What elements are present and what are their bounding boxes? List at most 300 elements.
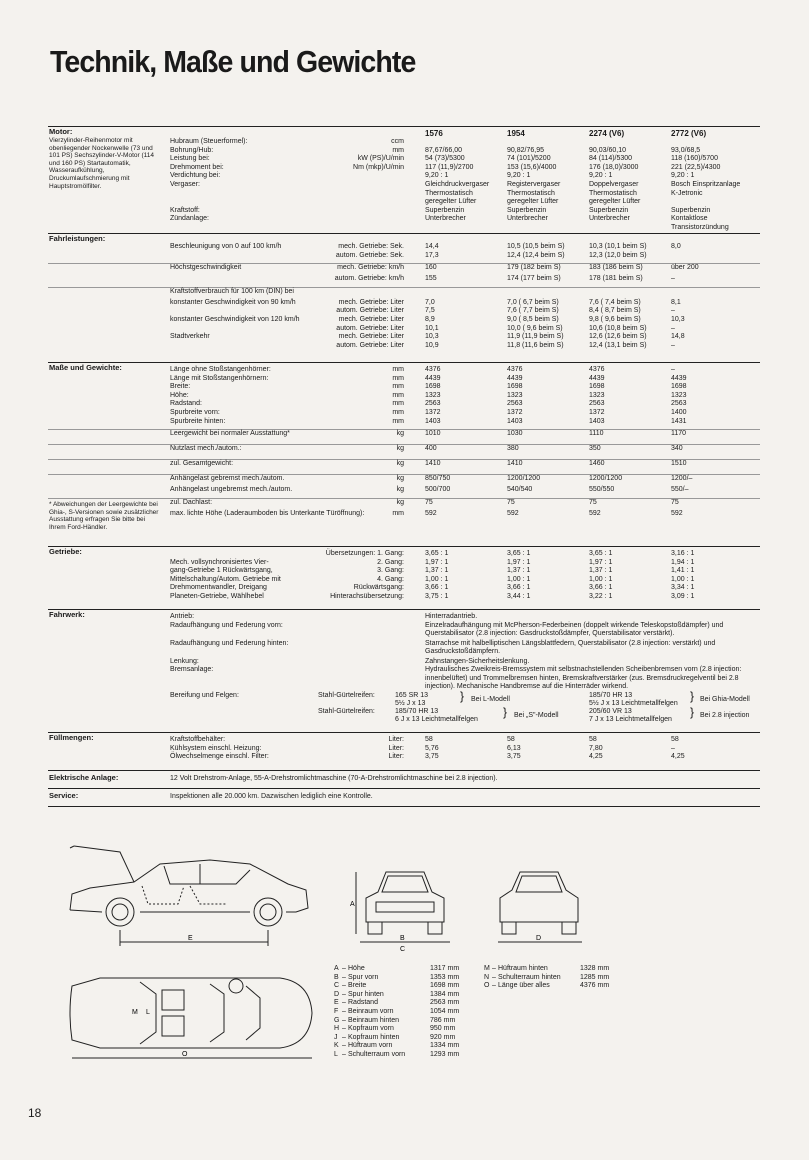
cell-value: 400 [425,445,437,453]
cell-value: 1200/1200 [589,475,623,483]
row-label: Kraftstoff: [170,206,200,214]
section-getriebe [48,546,760,609]
masse-rows [48,363,760,518]
fuellmengen-heading: Füllmengen: [49,733,94,742]
table-row [48,243,760,252]
cell-value: 75 [589,498,597,506]
legend-dash: – [492,982,496,990]
cell-value: 1170 [671,430,687,438]
cell-value: Gleichdruckvergaser [425,180,490,188]
legend-row [334,1034,474,1043]
legend-dash: – [342,1050,346,1058]
row-label: Zündanlage: [170,215,209,223]
row-label: konstanter Geschwindigkeit von 120 km/h [170,315,300,323]
legend-desc: Schulterraum hinten [498,973,561,981]
legend-desc: Breite [348,982,367,990]
row-label: Drehmomentwandler, Dreigang [170,584,267,592]
cell-value: 4439 [589,374,605,382]
legend-value: 1698 mm [430,982,460,990]
legend-desc: Beinraum vorn [348,1007,394,1015]
cell-value: 1323 [425,391,441,399]
brace: } [690,689,695,704]
row-label: Bohrung/Hub: [170,146,214,154]
cell-value: 3,66 : 1 [589,584,613,592]
legend-key: O [484,982,490,990]
table-row [48,745,760,754]
motor-description: Vierzylinder-Reihenmotor mit obenliegender Nockenwelle (73 und 101 PS) Sechszylinder-V-Motor (114 und 160 PS) Startautomatik, Wasseraufkühlung, Druckumlaufschmierung mit Hauptstromölfilter. [49,137,155,190]
cell-value: 178 (181 beim S) [589,275,643,283]
cell-value: 2563 [425,400,441,408]
table-row [48,409,760,418]
cell-value: 1200/1200 [507,475,541,483]
cell-value: 1410 [425,460,441,468]
lenkung-value: Zahnstangen-Sicherheitslenkung. [425,657,530,665]
row-label: Hubraum (Steuerformel): [170,138,248,145]
cell-value: Kontaktlose [671,215,708,223]
row-label: Höchstgeschwindigkeit [170,264,242,272]
cell-value: 1110 [589,430,604,438]
cell-value: 12,6 (12,6 beim S) [589,333,647,341]
antrieb-value: Hinterradantrieb. [425,613,478,620]
table-row [48,307,760,316]
table-row [48,287,760,299]
legend-key: A [334,965,339,972]
cell-value: 3,66 : 1 [425,584,449,592]
table-row [48,459,760,471]
legend-key: E [334,999,339,1007]
legend-value: 4376 mm [580,982,610,990]
fahrleistungen-heading: Fahrleistungen: [49,234,106,243]
section-fuellmengen [48,732,760,770]
table-row [48,224,760,233]
table-row [48,215,760,224]
legend-desc: Spur vorn [348,973,379,981]
cell-value: 12,4 (12,4 beim S) [507,251,565,259]
dim-letter-c: C [400,946,406,952]
row-label: Kraftstoffbehälter: [170,736,226,743]
col-header-2772: 2772 (V6) [671,129,707,138]
cell-value: 3,65 : 1 [507,550,531,557]
cell-value: 4376 [425,366,441,373]
cell-value: Unterbrecher [507,215,548,223]
legend-desc: Kopfraum hinten [348,1033,400,1041]
car-rear-view [490,862,590,952]
cell-value: 350 [589,445,601,453]
cell-value: 1372 [507,408,523,416]
reifen-3b: 6 J x 13 Leichtmetallfelgen [395,716,478,724]
cell-value: 1698 [671,383,687,391]
row-unit: mm [392,374,404,382]
cell-value: Thermostatisch [425,189,473,197]
legend-dash: – [342,982,346,990]
row-label: Stadtverkehr [170,333,210,341]
cell-value: 1323 [671,391,687,399]
row-unit: Liter: [388,753,404,761]
row-label: max. lichte Höhe (Laderaumboden bis Unterkante Türöffnung): [170,509,365,517]
legend-row [334,1042,474,1051]
reifen-block [48,689,760,728]
row-unit: mm [392,383,404,391]
legend-key: G [334,1016,340,1024]
legend-key: K [334,1042,339,1050]
legend-value: 1293 mm [430,1050,460,1058]
table-row [48,207,760,216]
lenkung-label: Lenkung: [170,657,199,665]
motor-heading: Motor: [49,127,73,136]
table-row [48,147,760,156]
cell-value: – [671,324,675,332]
cell-value: geregelter Lüfter [507,198,559,206]
reifen-2c: Bei Ghia-Modell [700,696,750,704]
section-masse [48,362,760,546]
cell-value: 592 [425,509,437,517]
stahl-label-2: Stahl-Gürtelreifen: [318,708,375,716]
legend-desc: Höhe [348,965,365,972]
row-unit: kg [396,498,404,506]
legend-key: H [334,1025,340,1033]
cell-value: 118 (160)/5700 [671,155,718,163]
brems-value: Hydraulisches Zweikreis-Bremssystem mit selbstnachstellenden Scheibenbremsen vorn (2.8 injection: innenbelüftet) und Trommelbremsen hinten, Bremskraftverstärker (zus. Bremsdruckregelventil bei 2.8 injection). Mechanische Handbremse auf die Hinterräder wirkend. [425,666,742,691]
table-row [48,138,760,147]
reifen-2b: 5½ J x 13 Leichtmetallfelgen [589,700,678,708]
cell-value: 9,20 : 1 [507,172,531,180]
cell-value: 1,37 : 1 [507,567,531,575]
cell-value: 592 [671,509,683,517]
row-label: gang-Getriebe 1 Rückwärtsgang, [170,567,273,575]
brace: } [503,705,508,720]
row-unit: 2. Gang: [377,558,404,566]
cell-value: 179 (182 beim S) [507,264,561,272]
fahrwerk-heading: Fahrwerk: [49,610,85,619]
row-label: Ölwechselmenge einschl. Filter: [170,753,269,761]
cell-value: 592 [507,509,519,517]
cell-value: 3,65 : 1 [589,550,613,557]
table-row [48,263,760,275]
cell-value: 1372 [589,408,605,416]
cell-value: 1372 [425,408,441,416]
legend-value: 1334 mm [430,1042,460,1050]
cell-value: 176 (18,0)/3000 [589,163,639,171]
legend-dash: – [342,1025,346,1033]
section-fahrwerk [48,609,760,732]
cell-value: – [671,366,675,373]
cell-value: 155 [425,275,437,283]
dim-letter-n: M [132,1009,138,1016]
table-row [48,363,760,375]
row-unit: kW (PS)/U/min [357,155,404,163]
reifen-label: Bereifung und Felgen: [170,692,239,700]
masse-note: * Abweichungen der Leergewichte bei Ghia-, S-Versionen sowie zusätzlicher Ausstattung erfragen Sie bitte bei Ihrem Ford-Händler. [49,501,159,531]
reifen-3c: Bei „S"-Modell [514,712,559,720]
table-row [48,498,760,510]
cell-value: 1200/– [671,475,693,483]
cell-value: 17,3 [425,251,439,259]
cell-value: 9,8 ( 9,6 beim S) [589,315,641,323]
cell-value: Registervergaser [507,180,561,188]
cell-value: – [671,744,675,752]
cell-value: 9,20 : 1 [671,172,695,180]
row-label: Höhe: [170,391,189,399]
cell-value: 58 [507,736,515,743]
cell-value: Superbenzin [507,206,547,214]
cell-value: 1,00 : 1 [671,575,695,583]
cell-value: 14,4 [425,243,439,250]
legend-row [334,982,474,991]
cell-value: 1,00 : 1 [507,575,531,583]
dim-letter-b: B [400,935,405,942]
table-row [48,190,760,199]
legend-row [334,991,474,1000]
table-row [48,753,760,762]
legend-key: C [334,982,340,990]
row-unit: mech. Getriebe: Sek. [338,243,404,250]
legend-value: 1317 mm [430,965,460,972]
legend-value: 786 mm [430,1016,456,1024]
cell-value: 1323 [589,391,605,399]
row-label: Vergaser: [170,180,200,188]
cell-value: 3,22 : 1 [589,592,613,600]
reifen-1b: 5½ J x 13 [395,700,426,708]
cell-value: 74 (101)/5200 [507,155,551,163]
row-label: Breite: [170,383,191,391]
cell-value: 90,82/76,95 [507,146,544,154]
cell-value: Bosch Einspritzanlage [671,180,741,188]
row-label: Nutzlast mech./autom.: [170,445,242,453]
table-row [48,733,760,745]
cell-value: 1323 [507,391,523,399]
cell-value: 4,25 [671,753,685,761]
cell-value: 340 [671,445,683,453]
dim-letter-d: D [536,935,542,942]
hinten-label: Radaufhängung und Federung hinten: [170,639,289,647]
legend-value: 1054 mm [430,1007,460,1015]
table-row [48,275,760,284]
cell-value: geregelter Lüfter [589,198,641,206]
table-row [48,172,760,181]
legend-desc: Radstand [348,999,378,1007]
cell-value: Superbenzin [589,206,629,214]
cell-value: 3,34 : 1 [671,584,695,592]
brace: } [460,689,465,704]
motor-rows [48,127,760,233]
reifen-4a: 205/60 VR 13 [589,708,632,716]
cell-value: 4,25 [589,753,603,761]
cell-value: 7,6 ( 7,4 beim S) [589,298,641,306]
section-fahrleistungen [48,233,760,362]
row-unit: kg [396,445,404,453]
cell-value: 1010 [425,430,441,438]
cell-value: 10,9 [425,341,439,349]
row-unit: Hinterachsübersetzung: [330,592,404,600]
cell-value: – [671,307,675,315]
table-row [48,576,760,585]
cell-value: 174 (177 beim S) [507,275,561,283]
legend-desc: Beinraum hinten [348,1016,399,1024]
cell-value: 10,1 [425,324,439,332]
cell-value: 540/540 [507,486,533,494]
row-unit: Rückwärtsgang: [353,584,404,592]
row-unit: kg [396,430,404,438]
cell-value: 2563 [589,400,605,408]
row-label: Mittelschaltung/Autom. Getriebe mit [170,575,281,583]
legend-desc: Hüftraum hinten [498,965,548,972]
row-label: Mech. vollsynchronisiertes Vier- [170,558,269,566]
table-row [48,252,760,261]
cell-value: 1,97 : 1 [425,558,449,566]
cell-value: 1400 [671,408,687,416]
row-unit: 4. Gang: [377,575,404,583]
table-row [48,418,760,427]
reifen-2a: 185/70 HR 13 [589,692,633,700]
cell-value: K-Jetronic [671,189,703,197]
cell-value: 3,75 [507,753,521,761]
row-label: Planeten-Getriebe, Wählhebel [170,592,264,600]
legend-row [334,1008,474,1017]
cell-value: 1,37 : 1 [589,567,613,575]
table-row [48,181,760,190]
legend-desc: Spur hinten [348,990,384,998]
row-label: Länge mit Stoßstangenhörnern: [170,374,269,382]
stahl-label-1: Stahl-Gürtelreifen: [318,692,375,700]
legend-desc: Schulterraum vorn [348,1050,406,1058]
cell-value: 1,37 : 1 [425,567,449,575]
legend-row [334,974,474,983]
car-front-view [350,862,460,952]
legend-row [334,1017,474,1026]
cell-value: 6,13 [507,744,521,752]
cell-value: 7,5 [425,307,435,315]
cell-value: Doppelvergaser [589,180,639,188]
row-unit: Liter: [388,736,404,743]
col-header-1954: 1954 [507,129,525,138]
legend-dash: – [342,990,346,998]
cell-value: 183 (186 beim S) [589,264,643,272]
row-unit: mm [392,417,404,425]
cell-value: 221 (22,5)/4300 [671,163,721,171]
row-label: Länge ohne Stoßstangenhörner: [170,366,271,373]
table-row [48,584,760,593]
cell-value: 1,00 : 1 [425,575,449,583]
legend-dash: – [342,973,346,981]
cell-value: Unterbrecher [425,215,466,223]
legend-key: M [484,965,490,972]
cell-value: 1,97 : 1 [589,558,613,566]
cell-value: 11,9 (11,9 beim S) [507,333,564,341]
cell-value: 7,0 ( 6,7 beim S) [507,298,559,306]
cell-value: 3,75 [425,753,439,761]
table-row [48,392,760,401]
legend-dash: – [342,1007,346,1015]
cell-value: 1403 [425,417,441,425]
section-motor [48,126,760,233]
cell-value: 11,8 (11,6 beim S) [507,341,564,349]
row-unit: mm [392,408,404,416]
cell-value: 1,41 : 1 [671,567,695,575]
cell-value: 380 [507,445,519,453]
row-label: Kühlsystem einschl. Heizung: [170,744,262,752]
row-label: Anhängelast gebremst mech./autom. [170,475,285,483]
row-label: Leergewicht bei normaler Ausstattung* [170,430,290,438]
cell-value: 7,0 [425,298,435,306]
row-unit: ccm [391,138,404,145]
cell-value: 8,0 [671,243,681,250]
reifen-1a: 165 SR 13 [395,692,429,700]
legend-dash: – [492,965,496,972]
cell-value: 1698 [425,383,441,391]
cell-value: 160 [425,264,437,272]
dim-letter-m: L [146,1009,150,1016]
cell-value: 4439 [425,374,441,382]
legend-value: 1384 mm [430,990,460,998]
table-row [48,474,760,486]
legend-dash: – [342,1042,346,1050]
cell-value: Unterbrecher [589,215,630,223]
cell-value: 4439 [507,374,523,382]
cell-value: 75 [507,498,515,506]
table-row [48,593,760,602]
row-unit: mech. Getriebe: Liter [338,298,404,306]
row-unit: 3. Gang: [377,567,404,575]
row-unit: mm [392,366,404,373]
cell-value: 1,97 : 1 [507,558,531,566]
service-heading: Service: [49,791,79,800]
legend-row [334,965,474,974]
hinten-value: Starrachse mit halbelliptischen Längsblattfedern, Querstabilisator (2.8 injection: verstärkt) und Gasdruckstoßdämpfern. [425,639,716,656]
cell-value: Superbenzin [425,206,465,214]
cell-value: 1431 [671,417,687,425]
cell-value: 7,6 ( 7,7 beim S) [507,307,559,315]
table-row [48,155,760,164]
cell-value: 4439 [671,374,687,382]
table-row [48,559,760,568]
row-label: Verdichtung bei: [170,172,221,180]
cell-value: 3,44 : 1 [507,592,531,600]
cell-value: über 200 [671,264,699,272]
row-unit: Übersetzungen: 1. Gang: [325,550,404,557]
legend-key: B [334,973,339,981]
getriebe-rows [48,547,760,602]
cell-value: 1460 [589,460,605,468]
cell-value: 500/700 [425,486,451,494]
cell-value: Thermostatisch [589,189,637,197]
legend-row [484,965,624,974]
car-top-view [60,958,320,1068]
car-side-view [60,842,320,952]
legend-dash: – [342,1016,346,1024]
cell-value: Thermostatisch [507,189,555,197]
cell-value: 153 (15,6)/4000 [507,163,557,171]
dimension-legend-2 [484,965,624,991]
cell-value: 4376 [507,366,523,373]
legend-row [484,982,624,991]
table-row [48,198,760,207]
elektrik-heading: Elektrische Anlage: [49,773,119,782]
cell-value: 2563 [671,400,687,408]
row-unit: Liter: [388,744,404,752]
legend-dash: – [492,973,496,981]
cell-value: 3,16 : 1 [671,550,695,557]
cell-value: 1030 [507,430,523,438]
reifen-4b: 7 J x 13 Leichtmetallfelgen [589,716,672,724]
row-unit: mm [392,509,404,517]
legend-key: L [334,1050,338,1058]
cell-value: 58 [671,736,679,743]
row-label: zul. Gesamtgewicht: [170,460,234,468]
cell-value: 12,4 (13,1 beim S) [589,341,647,349]
reifen-1c: Bei L-Modell [471,696,510,704]
brems-label: Bremsanlage: [170,666,214,674]
cell-value: 10,6 (10,8 beim S) [589,324,647,332]
